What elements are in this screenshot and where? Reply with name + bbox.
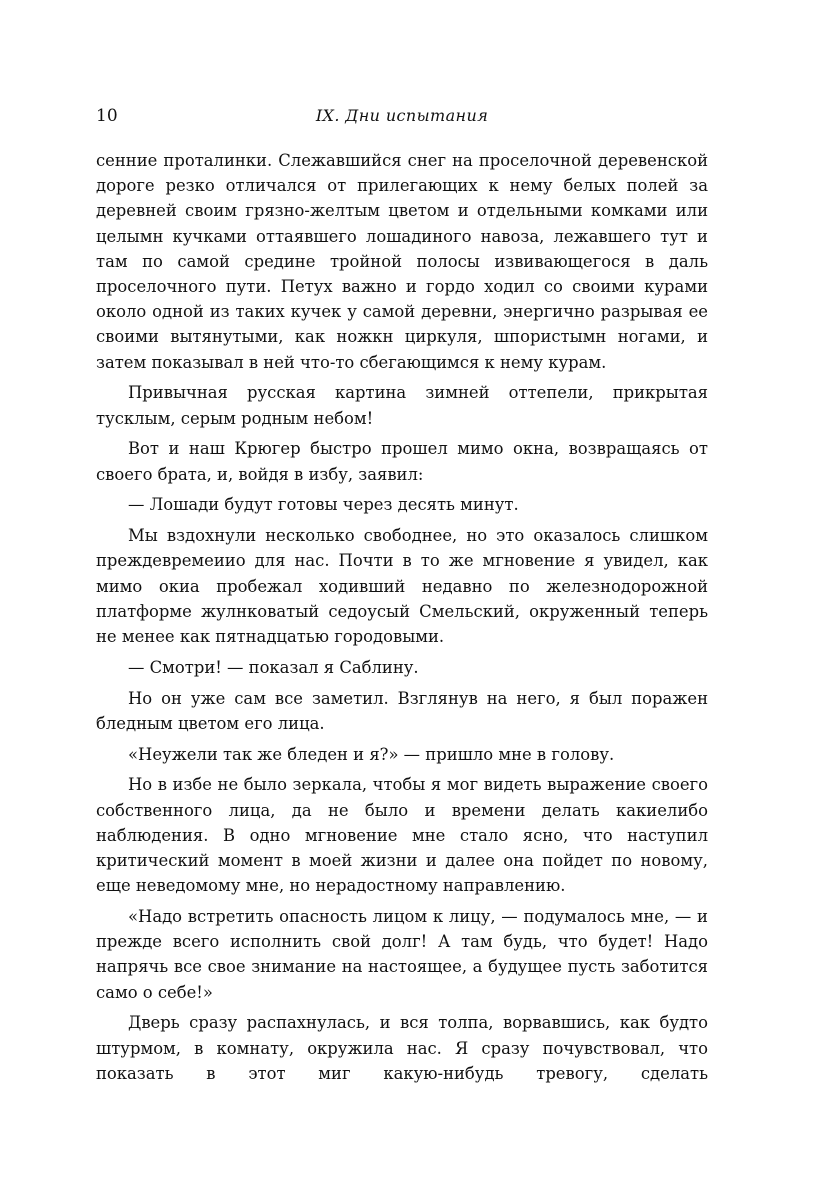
paragraph-11: Дверь сразу распахнулась, и вся толпа, ворвавшись, как будто штурмом, в комнату, окружила нас. Я сразу почувствовал, что показать в этот миг какую-нибудь тревогу, сделать: [96, 1013, 708, 1083]
body-text: [96, 148, 708, 1092]
page-header: [96, 104, 708, 130]
paragraph-6: — Смотри! — показал я Саблину.: [128, 657, 419, 677]
paragraph-7: Но он уже сам все заметил. Взглянув на него, я был поражен бледным цветом его лица.: [96, 688, 708, 733]
paragraph-4: — Лошади будут готовы через десять минут.: [128, 495, 519, 515]
paragraph-9: Но в избе не было зеркала, чтобы я мог видеть выражение своего собственного лица, да не было и времени делать какиелибо наблюдения. В одно мгновение мне стало ясно, что наступил критический момент в моей жизни и далее она пойдет по новому, еще неведомому мне, но нерадостному направлению.: [96, 775, 708, 896]
paragraph-3: Вот и наш Крюгер быстро прошел мимо окна, возвращаясь от своего брата, и, войдя в избу, заявил:: [96, 439, 708, 484]
paragraph-5: Мы вздохнули несколько свободнее, но это оказалось слишком преждевремеиио для нас. Почти в то же мгновение я увидел, как мимо окиа пробежал ходивший недавно по железнодорожной платформе жулнковатый седоусый Смельский, окруженный теперь не менее как пятнадцатью городовыми.: [96, 526, 708, 647]
paragraph-8: «Неужели так же бледен и я?» — пришло мне в голову.: [128, 744, 615, 764]
paragraph-2: Привычная русская картина зимней оттепели, прикрытая тусклым, серым родным небом!: [96, 383, 708, 428]
paragraph-10: «Надо встретить опасность лицом к лицу, — подумалось мне, — и прежде всего исполнить свой долг! А там будь, что будет! Надо напрячь все свое знимание на настоящее, а будущее пусть заботится само о себе!»: [96, 907, 708, 1002]
paragraph-1: сенние проталинки. Слежавшийся снег на проселочной деревенской дороге резко отличался от прилегающих к нему белых полей за деревней своим грязно-желтым цветом и отдельными комками или целымн кучками оттаявшего лошадиного навоза, лежавшего тут и там по самой средине тройной полосы извивающегося в даль проселочного пути. Петух важно и гордо ходил со своими курами около одной из таких кучек у самой деревни, энергично разрывая ее своими вытянутыми, как ножкн циркуля, шпористымн ногами, и затем показывал в ней что-то сбегающимся к нему курам.: [96, 151, 708, 372]
running-title: IX. Дни испытания: [315, 106, 489, 125]
page-number: 10: [96, 106, 118, 126]
